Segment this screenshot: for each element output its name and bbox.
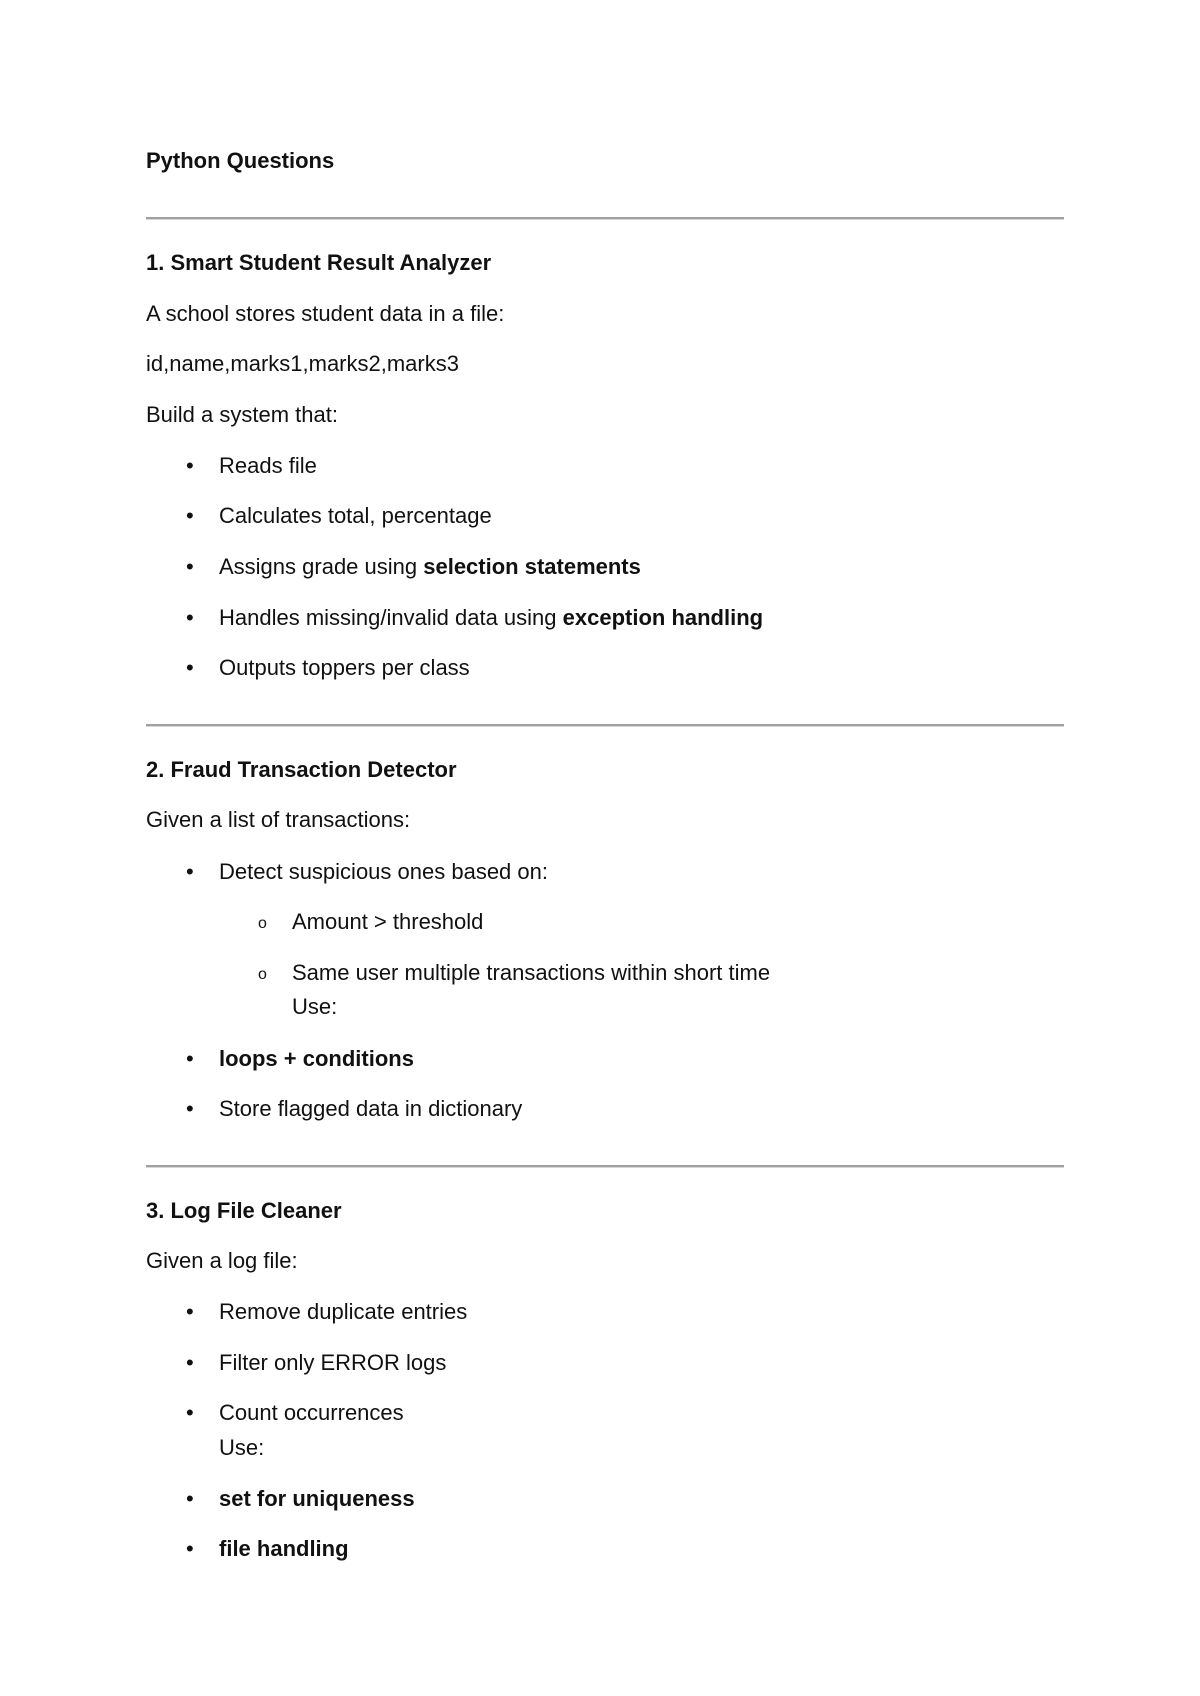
divider	[146, 217, 1064, 220]
bullet: •	[186, 1400, 194, 1425]
q2-heading: 2. Fraud Transaction Detector	[146, 757, 457, 782]
q3-use-item: file handling	[219, 1536, 349, 1561]
q2-item: Detect suspicious ones based on:	[219, 859, 548, 884]
q3-item: Count occurrences	[219, 1400, 404, 1425]
q1-item: Reads file	[219, 453, 317, 478]
sub-bullet: o	[258, 966, 267, 983]
bullet: •	[186, 1096, 194, 1121]
bullet: •	[186, 554, 194, 579]
bullet: •	[186, 859, 194, 884]
q1-lead: Build a system that:	[146, 402, 338, 427]
bullet: •	[186, 605, 194, 630]
q3-heading: 3. Log File Cleaner	[146, 1198, 342, 1223]
bullet: •	[186, 503, 194, 528]
q2-use-label: Use:	[292, 994, 338, 1019]
q2-use-item: loops + conditions	[219, 1046, 414, 1071]
bullet: •	[186, 655, 194, 680]
q1-item: Outputs toppers per class	[219, 655, 470, 680]
q2-use-item: Store flagged data in dictionary	[219, 1096, 523, 1121]
bullet: •	[186, 1299, 194, 1324]
q1-format: id,name,marks1,marks2,marks3	[146, 351, 459, 376]
q1-item: Calculates total, percentage	[219, 503, 492, 528]
q2-intro: Given a list of transactions:	[146, 807, 411, 832]
q3-use-label: Use:	[219, 1435, 265, 1460]
q3-intro: Given a log file:	[146, 1248, 298, 1273]
q1-heading: 1. Smart Student Result Analyzer	[146, 250, 492, 275]
q3-use-item: set for uniqueness	[219, 1486, 415, 1511]
page-title: Python Questions	[146, 148, 335, 173]
q1-item: Handles missing/invalid data using exception handling	[219, 605, 764, 630]
bullet: •	[186, 1350, 194, 1375]
q1-item-bold: selection statements	[423, 554, 641, 579]
sub-bullet: o	[258, 915, 267, 932]
bullet: •	[186, 1486, 194, 1511]
q1-item-bold: exception handling	[562, 605, 764, 630]
q1-intro: A school stores student data in a file:	[146, 301, 505, 326]
divider	[146, 724, 1064, 727]
q3-item: Remove duplicate entries	[219, 1299, 468, 1324]
q1-item: Assigns grade using selection statements	[219, 554, 641, 579]
q2-sub-item: Amount > threshold	[292, 909, 484, 934]
bullet: •	[186, 453, 194, 478]
bullet: •	[186, 1046, 194, 1071]
bullet: •	[186, 1536, 194, 1561]
q2-sub-item: Same user multiple transactions within short time	[292, 960, 771, 985]
q3-item: Filter only ERROR logs	[219, 1350, 447, 1375]
divider	[146, 1165, 1064, 1168]
